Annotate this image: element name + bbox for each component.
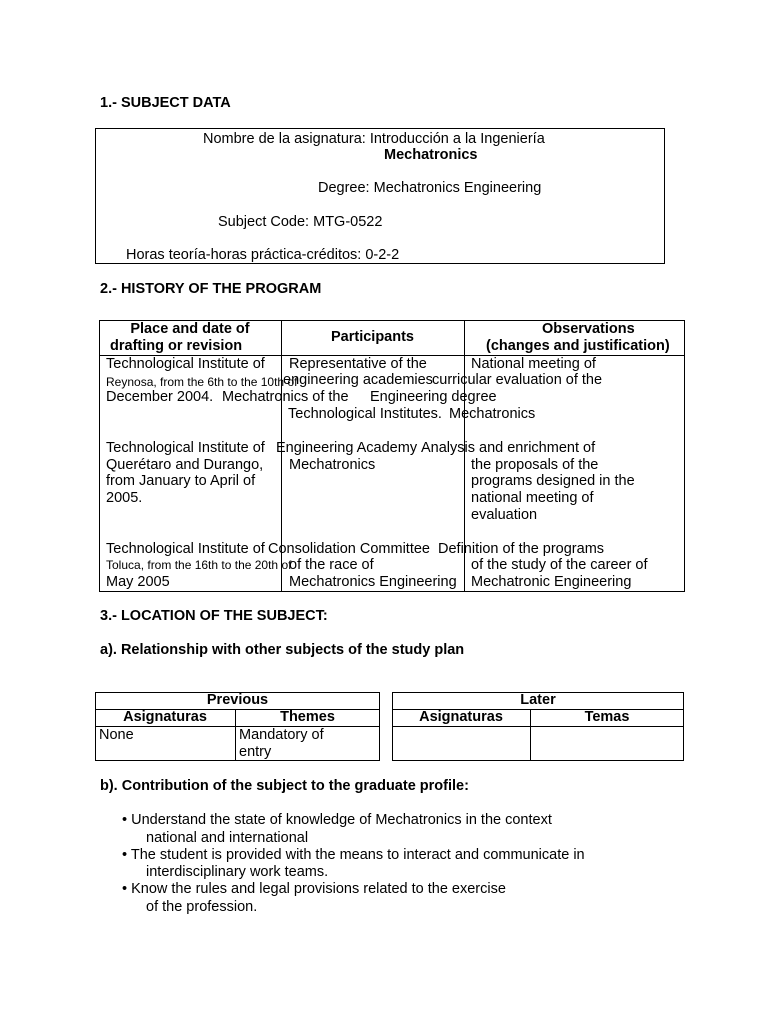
subject-name-label: Nombre de la asignatura: Introducción a la Ingeniería [203,131,545,147]
later-col-asignaturas: Asignaturas [419,709,503,725]
subject-code: Subject Code: MTG-0522 [218,214,383,230]
header-observations-line2: (changes and justification) [486,338,670,354]
previous-col-asignaturas: Asignaturas [123,709,207,725]
row1-participants-line1: Representative of the [289,356,427,372]
bullet-2-line1: • The student is provided with the means to interact and communicate in [122,847,585,863]
degree-text: Degree: Mechatronics Engineering [318,180,542,196]
section-3-title: 3.- LOCATION OF THE SUBJECT: [100,608,328,624]
row2-observations-line5: evaluation [471,507,538,523]
row3-place-line2: Toluca, from the 16th to the 20th of [106,558,292,572]
row1-place-line1: Technological Institute of [106,356,265,372]
bullet-1-line2: national and international [146,830,309,846]
header-observations-line1: Observations [542,321,635,337]
previous-cell-theme-line2: entry [239,744,272,760]
row2-participants-line1: Engineering Academy [276,440,418,456]
row1-place-line3: December 2004. [106,389,214,405]
section-3a-title: a). Relationship with other subjects of the study plan [100,642,465,658]
section-1-title: 1.- SUBJECT DATA [100,95,231,111]
previous-cell-asignatura: None [99,727,134,743]
row1-participants-line4: Engineering degree [370,389,497,405]
row3-observations-line2: of the study of the career of [471,557,648,573]
hours-credits: Horas teoría-horas práctica-créditos: 0-2-2 [126,247,400,263]
section-3b-title: b). Contribution of the subject to the graduate profile: [100,778,469,794]
previous-title: Previous [206,692,269,708]
subject-name-continuation: Mechatronics [384,147,478,163]
row3-observations-line1: Definition of the programs [438,541,605,557]
previous-header-divider [95,726,380,727]
bullet-3-line2: of the profession. [146,899,258,915]
bullet-2-line2: interdisciplinary work teams. [146,864,329,880]
row1-participants-line5: Technological Institutes. [288,406,442,422]
row1-observations-line1: National meeting of [471,356,596,372]
row2-observations-line1: Analysis and enrichment of [421,440,596,456]
row3-place-line3: May 2005 [106,574,170,590]
row2-place-line2: Querétaro and Durango, [106,457,264,473]
bullet-3-line1: • Know the rules and legal provisions related to the exercise [122,881,506,897]
row2-place-line3: from January to April of [106,473,256,489]
header-place-line2: drafting or revision [110,338,243,354]
header-place-line1: Place and date of [130,321,250,337]
row1-observations-line2: curricular evaluation of the [432,372,603,388]
previous-cell-theme-line1: Mandatory of [239,727,324,743]
later-col-temas: Temas [584,709,630,725]
row3-participants-line3: Mechatronics Engineering [289,574,457,590]
row3-participants-line1: Consolidation Committee [268,541,430,557]
row2-place-line4: 2005. [106,490,143,506]
row2-place-line1: Technological Institute of [106,440,265,456]
row2-participants-line2: Mechatronics [289,457,376,473]
row2-observations-line4: national meeting of [471,490,594,506]
row1-participants-line3: Mechatronics of the [222,389,349,405]
bullet-1-line1: • Understand the state of knowledge of Mechatronics in the context [122,812,552,828]
later-header-divider [392,726,684,727]
row1-participants-line2: engineering academies [283,372,433,388]
row1-observations-line3: Mechatronics [449,406,536,422]
row3-place-line1: Technological Institute of [106,541,265,557]
row3-observations-line3: Mechatronic Engineering [471,574,632,590]
section-2-title: 2.- HISTORY OF THE PROGRAM [100,281,322,297]
subject-data-box [95,128,665,264]
later-title: Later [520,692,556,708]
header-participants: Participants [331,329,414,345]
previous-col-themes: Themes [280,709,335,725]
row2-observations-line2: the proposals of the [471,457,599,473]
row3-participants-line2: of the race of [289,557,374,573]
row1-place-line2: Reynosa, from the 6th to the 10th of [106,375,298,389]
row2-observations-line3: programs designed in the [471,473,635,489]
